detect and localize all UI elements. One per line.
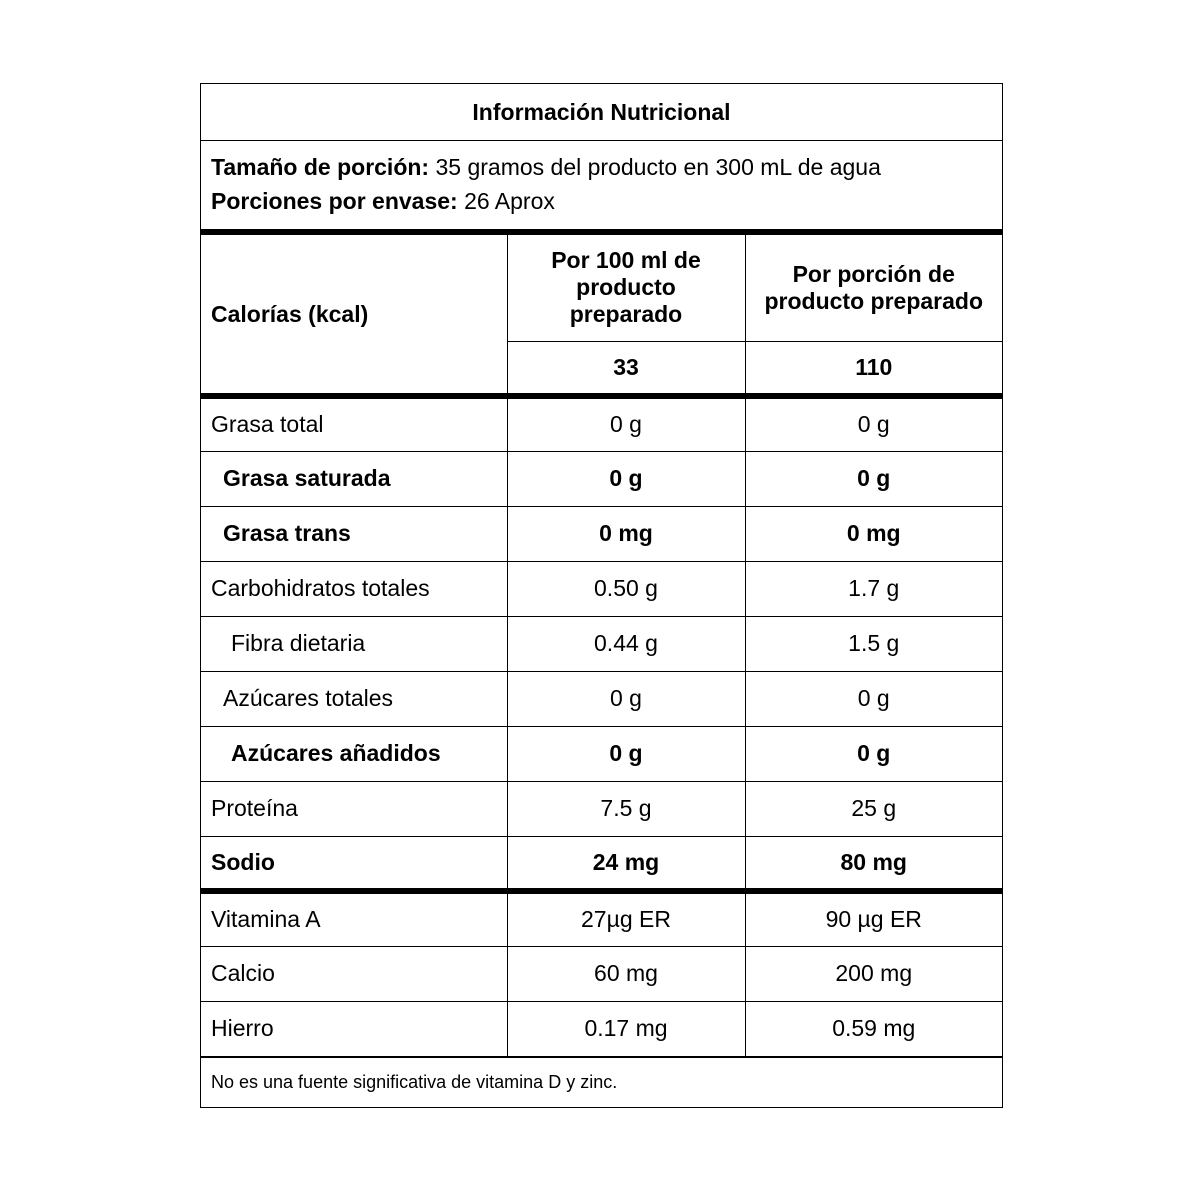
nutrient-per-100ml: 0 g: [507, 671, 745, 726]
nutrient-per-serving: 80 mg: [745, 836, 1002, 891]
nutrient-per-serving: 90 µg ER: [745, 891, 1002, 946]
nutrient-per-100ml: 60 mg: [507, 946, 745, 1001]
nutrient-per-serving: 1.7 g: [745, 561, 1002, 616]
nutrient-per-100ml: 24 mg: [507, 836, 745, 891]
serving-size-label: Tamaño de porción:: [211, 154, 430, 180]
nutrient-per-100ml: 27µg ER: [507, 891, 745, 946]
servings-per-container-label: Porciones por envase:: [211, 188, 458, 214]
nutrient-per-100ml: 0.50 g: [507, 561, 745, 616]
serving-size-value: 35 gramos del producto en 300 mL de agua: [429, 154, 881, 180]
column-header-per-serving: Por porción de producto preparado: [745, 232, 1002, 341]
nutrient-name: Grasa saturada: [201, 451, 507, 506]
column-header-row: [201, 232, 1002, 341]
column-header-per-100ml: Por 100 ml de producto preparado: [507, 232, 745, 341]
nutrient-row-azucares-anadidos: [201, 726, 1002, 781]
nutrient-per-serving: 1.5 g: [745, 616, 1002, 671]
nutrient-name: Grasa trans: [201, 506, 507, 561]
nutrient-name: Fibra dietaria: [201, 616, 507, 671]
nutrition-facts-label: [200, 83, 1003, 1108]
nutrient-row-grasa-trans: [201, 506, 1002, 561]
footnote: No es una fuente significativa de vitamina D y zinc.: [201, 1057, 1002, 1107]
nutrient-per-serving: 0 mg: [745, 506, 1002, 561]
serving-size-line: [211, 150, 992, 184]
nutrient-per-100ml: 0 g: [507, 396, 745, 451]
nutrient-row-grasa-total: [201, 396, 1002, 451]
nutrient-per-serving: 0.59 mg: [745, 1001, 1002, 1056]
nutrient-per-100ml: 0.17 mg: [507, 1001, 745, 1056]
nutrient-row-fibra: [201, 616, 1002, 671]
nutrient-name: Carbohidratos totales: [201, 561, 507, 616]
serving-info: [201, 141, 1002, 229]
nutrient-per-100ml: 0 g: [507, 451, 745, 506]
nutrient-per-serving: 0 g: [745, 671, 1002, 726]
nutrient-per-serving: 200 mg: [745, 946, 1002, 1001]
nutrient-name: Sodio: [201, 836, 507, 891]
calories-per-100ml: 33: [507, 341, 745, 396]
nutrient-name: Proteína: [201, 781, 507, 836]
nutrient-row-vitamina-a: [201, 891, 1002, 946]
nutrient-row-carbohidratos: [201, 561, 1002, 616]
nutrient-per-100ml: 0 g: [507, 726, 745, 781]
nutrient-name: Vitamina A: [201, 891, 507, 946]
nutrient-per-serving: 0 g: [745, 451, 1002, 506]
servings-per-container-line: [211, 184, 992, 218]
nutrient-per-100ml: 7.5 g: [507, 781, 745, 836]
nutrient-row-hierro: [201, 1001, 1002, 1056]
nutrient-row-calcio: [201, 946, 1002, 1001]
label-title: Información Nutricional: [201, 84, 1002, 141]
nutrient-per-serving: 0 g: [745, 396, 1002, 451]
calories-label: Calorías (kcal): [201, 232, 507, 396]
nutrient-name: Calcio: [201, 946, 507, 1001]
nutrient-row-sodio: [201, 836, 1002, 891]
nutrient-name: Grasa total: [201, 396, 507, 451]
nutrient-row-proteina: [201, 781, 1002, 836]
calories-per-serving: 110: [745, 341, 1002, 396]
nutrient-per-serving: 25 g: [745, 781, 1002, 836]
nutrient-per-100ml: 0.44 g: [507, 616, 745, 671]
nutrient-table: [201, 229, 1002, 1057]
nutrient-name: Hierro: [201, 1001, 507, 1056]
nutrient-row-grasa-saturada: [201, 451, 1002, 506]
nutrient-row-azucares-totales: [201, 671, 1002, 726]
servings-per-container-value: 26 Aprox: [457, 188, 555, 214]
nutrient-name: Azúcares totales: [201, 671, 507, 726]
nutrient-per-100ml: 0 mg: [507, 506, 745, 561]
nutrient-per-serving: 0 g: [745, 726, 1002, 781]
nutrient-name: Azúcares añadidos: [201, 726, 507, 781]
